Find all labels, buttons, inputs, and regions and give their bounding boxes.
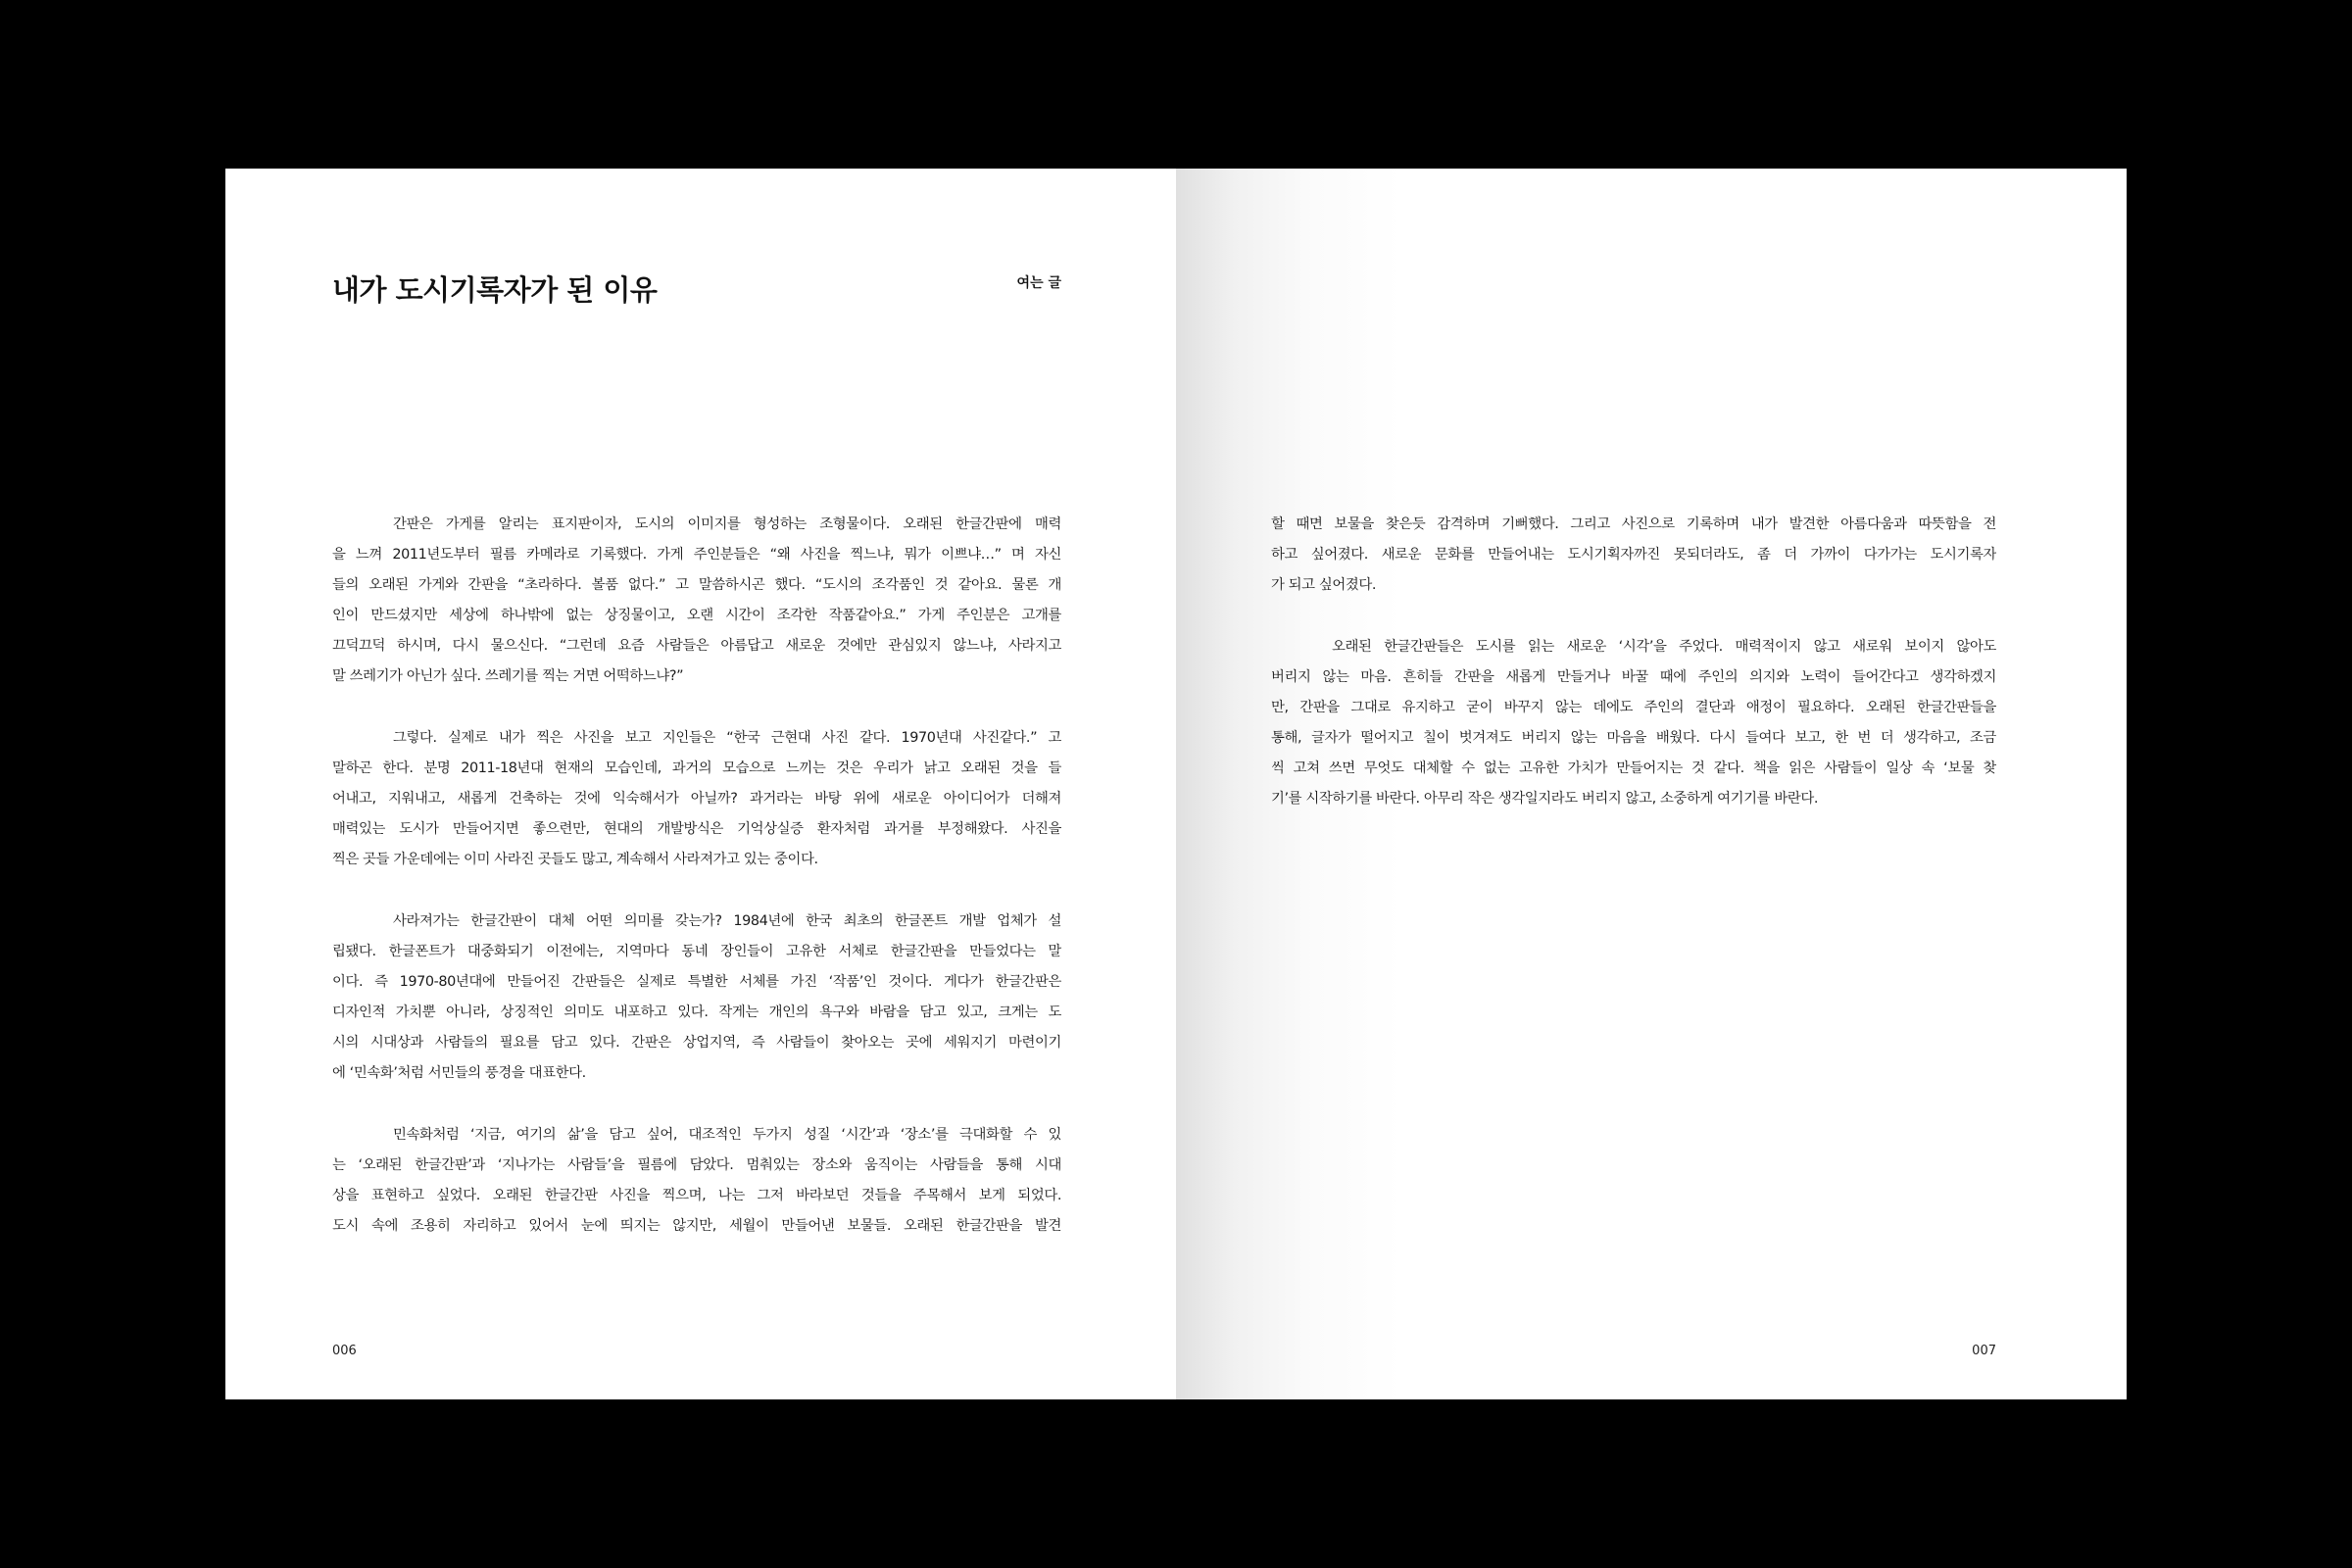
text-line: 만, 간판을 그대로 유지하고 굳이 바꾸지 않는 데에도 주인의 결단과 애정이 필요하다. 오래된 한글간판들을 xyxy=(1271,700,1996,715)
page-number: 007 xyxy=(1972,1344,1996,1358)
text-line: 기’를 시작하기를 바란다. 아무리 작은 생각일지라도 버리지 않고, 소중하게 여기기를 바란다. xyxy=(1271,791,1818,807)
text-line: 들의 오래된 가게와 간판을 “초라하다. 볼품 없다.” 고 말씀하시곤 했다. “도시의 조각품인 것 같아요. 물론 개 xyxy=(332,577,1061,593)
text-line: 립됐다. 한글폰트가 대중화되기 이전에는, 지역마다 동네 장인들이 고유한 서체로 한글간판을 만들었다는 말 xyxy=(332,944,1061,959)
text-line: 인이 만드셨지만 세상에 하나밖에 없는 상징물이고, 오랜 시간이 조각한 작품같아요.” 가게 주인분은 고개를 xyxy=(332,608,1061,623)
text-line: 간판은 가게를 알리는 표지판이자, 도시의 이미지를 형성하는 조형물이다. 오래된 한글간판에 매력 xyxy=(393,516,1061,532)
text-line: 도시 속에 조용히 자리하고 있어서 눈에 띄지는 않지만, 세월이 만들어낸 보물들. 오래된 한글간판을 발견 xyxy=(332,1218,1061,1234)
text-line: 사라져가는 한글간판이 대체 어떤 의미를 갖는가? 1984년에 한국 최초의 한글폰트 개발 업체가 설 xyxy=(393,913,1061,929)
text-line: 오래된 한글간판들은 도시를 읽는 새로운 ‘시각’을 주었다. 매력적이지 않고 새로워 보이지 않아도 xyxy=(1332,639,1996,655)
text-line: 씩 고쳐 쓰면 무엇도 대체할 수 없는 고유한 가치가 만들어지는 것 같다. 책을 읽은 사람들이 일상 속 ‘보물 찾 xyxy=(1271,760,1996,776)
text-line: 찍은 곳들 가운데에는 이미 사라진 곳들도 많고, 계속해서 사라져가고 있는 중이다. xyxy=(332,852,818,867)
right-page xyxy=(1176,169,2127,1399)
text-line: 끄덕끄덕 하시며, 다시 물으신다. “그런데 요즘 사람들은 아름답고 새로운 것에만 관심있지 않느냐, 사라지고 xyxy=(332,638,1061,654)
text-line: 가 되고 싶어졌다. xyxy=(1271,577,1377,593)
text-line: 하고 싶어졌다. 새로운 문화를 만들어내는 도시기획자까진 못되더라도, 좀 더 가까이 다가가는 도시기록자 xyxy=(1271,547,1996,563)
page-number: 006 xyxy=(332,1344,357,1358)
book-spread xyxy=(225,169,2127,1399)
text-line: 할 때면 보물을 찾은듯 감격하며 기뻐했다. 그리고 사진으로 기록하며 내가 발견한 아름다움과 따뜻함을 전 xyxy=(1271,516,1996,532)
paragraph xyxy=(332,906,1061,1089)
paragraph xyxy=(332,723,1061,875)
text-line: 매력있는 도시가 만들어지면 좋으련만, 현대의 개발방식은 기억상실증 환자처럼 과거를 부정해왔다. 사진을 xyxy=(332,821,1061,837)
text-line: 통해, 글자가 떨어지고 칠이 벗겨져도 버리지 않는 마음을 배웠다. 다시 들여다 보고, 한 번 더 생각하고, 조금 xyxy=(1271,730,1996,746)
text-line: 그렇다. 실제로 내가 찍은 사진을 보고 지인들은 “한국 근현대 사진 같다. 1970년대 사진같다.” 고 xyxy=(393,730,1061,746)
text-line: 디자인적 가치뿐 아니라, 상징적인 의미도 내포하고 있다. 작게는 개인의 욕구와 바람을 담고 있고, 크게는 도 xyxy=(332,1004,1061,1020)
text-line: 어내고, 지워내고, 새롭게 건축하는 것에 익숙해서가 아닐까? 과거라는 바탕 위에 새로운 아이디어가 더해져 xyxy=(332,791,1061,807)
text-line: 버리지 않는 마음. 흔히들 간판을 새롭게 만들거나 바꿀 때에 주인의 의지와 노력이 들어간다고 생각하겠지 xyxy=(1271,669,1996,685)
paragraph xyxy=(332,510,1061,692)
text-line: 민속화처럼 ‘지금, 여기의 삶’을 담고 싶어, 대조적인 두가지 성질 ‘시간’과 ‘장소’를 극대화할 수 있 xyxy=(393,1127,1061,1143)
paragraph xyxy=(332,1120,1061,1242)
paragraph xyxy=(1271,632,1996,814)
text-line: 말하곤 한다. 분명 2011-18년대 현재의 모습인데, 과거의 모습으로 느끼는 것은 우리가 낡고 오래된 것을 들 xyxy=(332,760,1061,776)
paragraph xyxy=(1271,510,1996,601)
chapter-title: 내가 도시기록자가 된 이유 xyxy=(332,273,658,307)
section-label: 여는 글 xyxy=(1016,275,1061,291)
left-body-text xyxy=(332,510,1061,1273)
left-page xyxy=(225,169,1176,1399)
text-line: 을 느껴 2011년도부터 필름 카메라로 기록했다. 가게 주인분들은 “왜 사진을 찍느냐, 뭐가 이쁘냐…” 며 자신 xyxy=(332,547,1061,563)
text-line: 이다. 즉 1970-80년대에 만들어진 간판들은 실제로 특별한 서체를 가진 ‘작품’인 것이다. 게다가 한글간판은 xyxy=(332,974,1061,990)
text-line: 말 쓰레기가 아닌가 싶다. 쓰레기를 찍는 거면 어떡하느냐?” xyxy=(332,668,684,684)
text-line: 시의 시대상과 사람들의 필요를 담고 있다. 간판은 상업지역, 즉 사람들이 찾아오는 곳에 세워지기 마련이기 xyxy=(332,1035,1061,1051)
text-line: 상을 표현하고 싶었다. 오래된 한글간판 사진을 찍으며, 나는 그저 바라보던 것들을 주목해서 보게 되었다. xyxy=(332,1188,1061,1203)
text-line: 는 ‘오래된 한글간판’과 ‘지나가는 사람들’을 필름에 담았다. 멈춰있는 장소와 움직이는 사람들을 통해 시대 xyxy=(332,1157,1061,1173)
text-line: 에 ‘민속화’처럼 서민들의 풍경을 대표한다. xyxy=(332,1065,586,1081)
right-body-text xyxy=(1271,510,1996,846)
